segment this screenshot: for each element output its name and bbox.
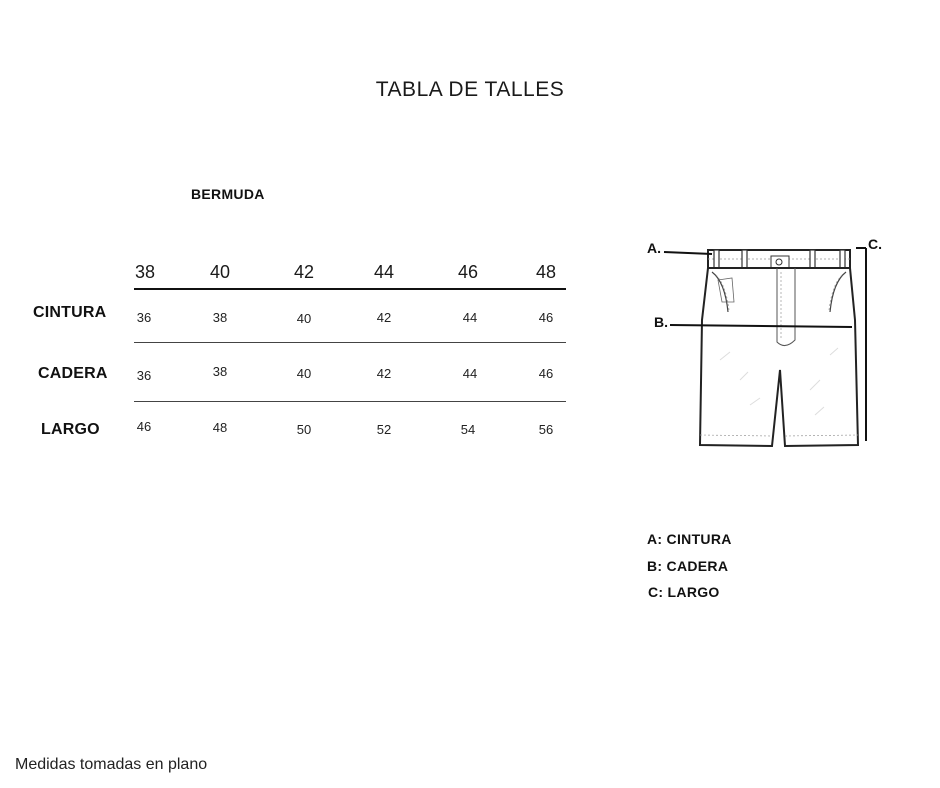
table-cell: 52 [376,422,392,437]
table-cell: 54 [460,422,476,437]
table-cell: 38 [212,364,228,379]
size-header: 38 [134,262,156,282]
table-cell: 42 [376,366,392,381]
marker-b: B. [654,314,668,330]
row-label-largo: LARGO [41,421,100,438]
legend-item: A: CINTURA [647,531,732,547]
row-divider [134,342,566,343]
table-cell: 42 [376,310,392,325]
header-divider [134,288,566,290]
marker-a: A. [647,240,661,256]
bermuda-shorts-diagram [640,230,900,460]
table-cell: 36 [136,310,152,325]
legend-item: B: CADERA [647,558,729,574]
table-cell: 46 [538,310,554,325]
table-cell: 46 [538,366,554,381]
row-label-cadera: CADERA [38,365,108,382]
row-label-cintura: CINTURA [33,304,107,321]
page-title: TABLA DE TALLES [375,78,565,101]
row-divider [134,401,566,402]
size-header: 40 [209,262,231,282]
marker-c: C. [868,236,882,252]
size-header: 42 [293,262,315,282]
table-cell: 48 [212,420,228,435]
size-header: 44 [373,262,395,282]
table-cell: 40 [296,366,312,381]
table-cell: 50 [296,422,312,437]
table-cell: 38 [212,310,228,325]
product-name: BERMUDA [191,186,265,202]
legend-item: C: LARGO [648,584,720,600]
table-cell: 44 [462,310,478,325]
table-cell: 44 [462,366,478,381]
size-header: 46 [457,262,479,282]
table-cell: 46 [136,419,152,434]
table-cell: 40 [296,311,312,326]
table-cell: 36 [136,368,152,383]
footnote: Medidas tomadas en plano [15,756,208,773]
size-header: 48 [535,262,557,282]
table-cell: 56 [538,422,554,437]
